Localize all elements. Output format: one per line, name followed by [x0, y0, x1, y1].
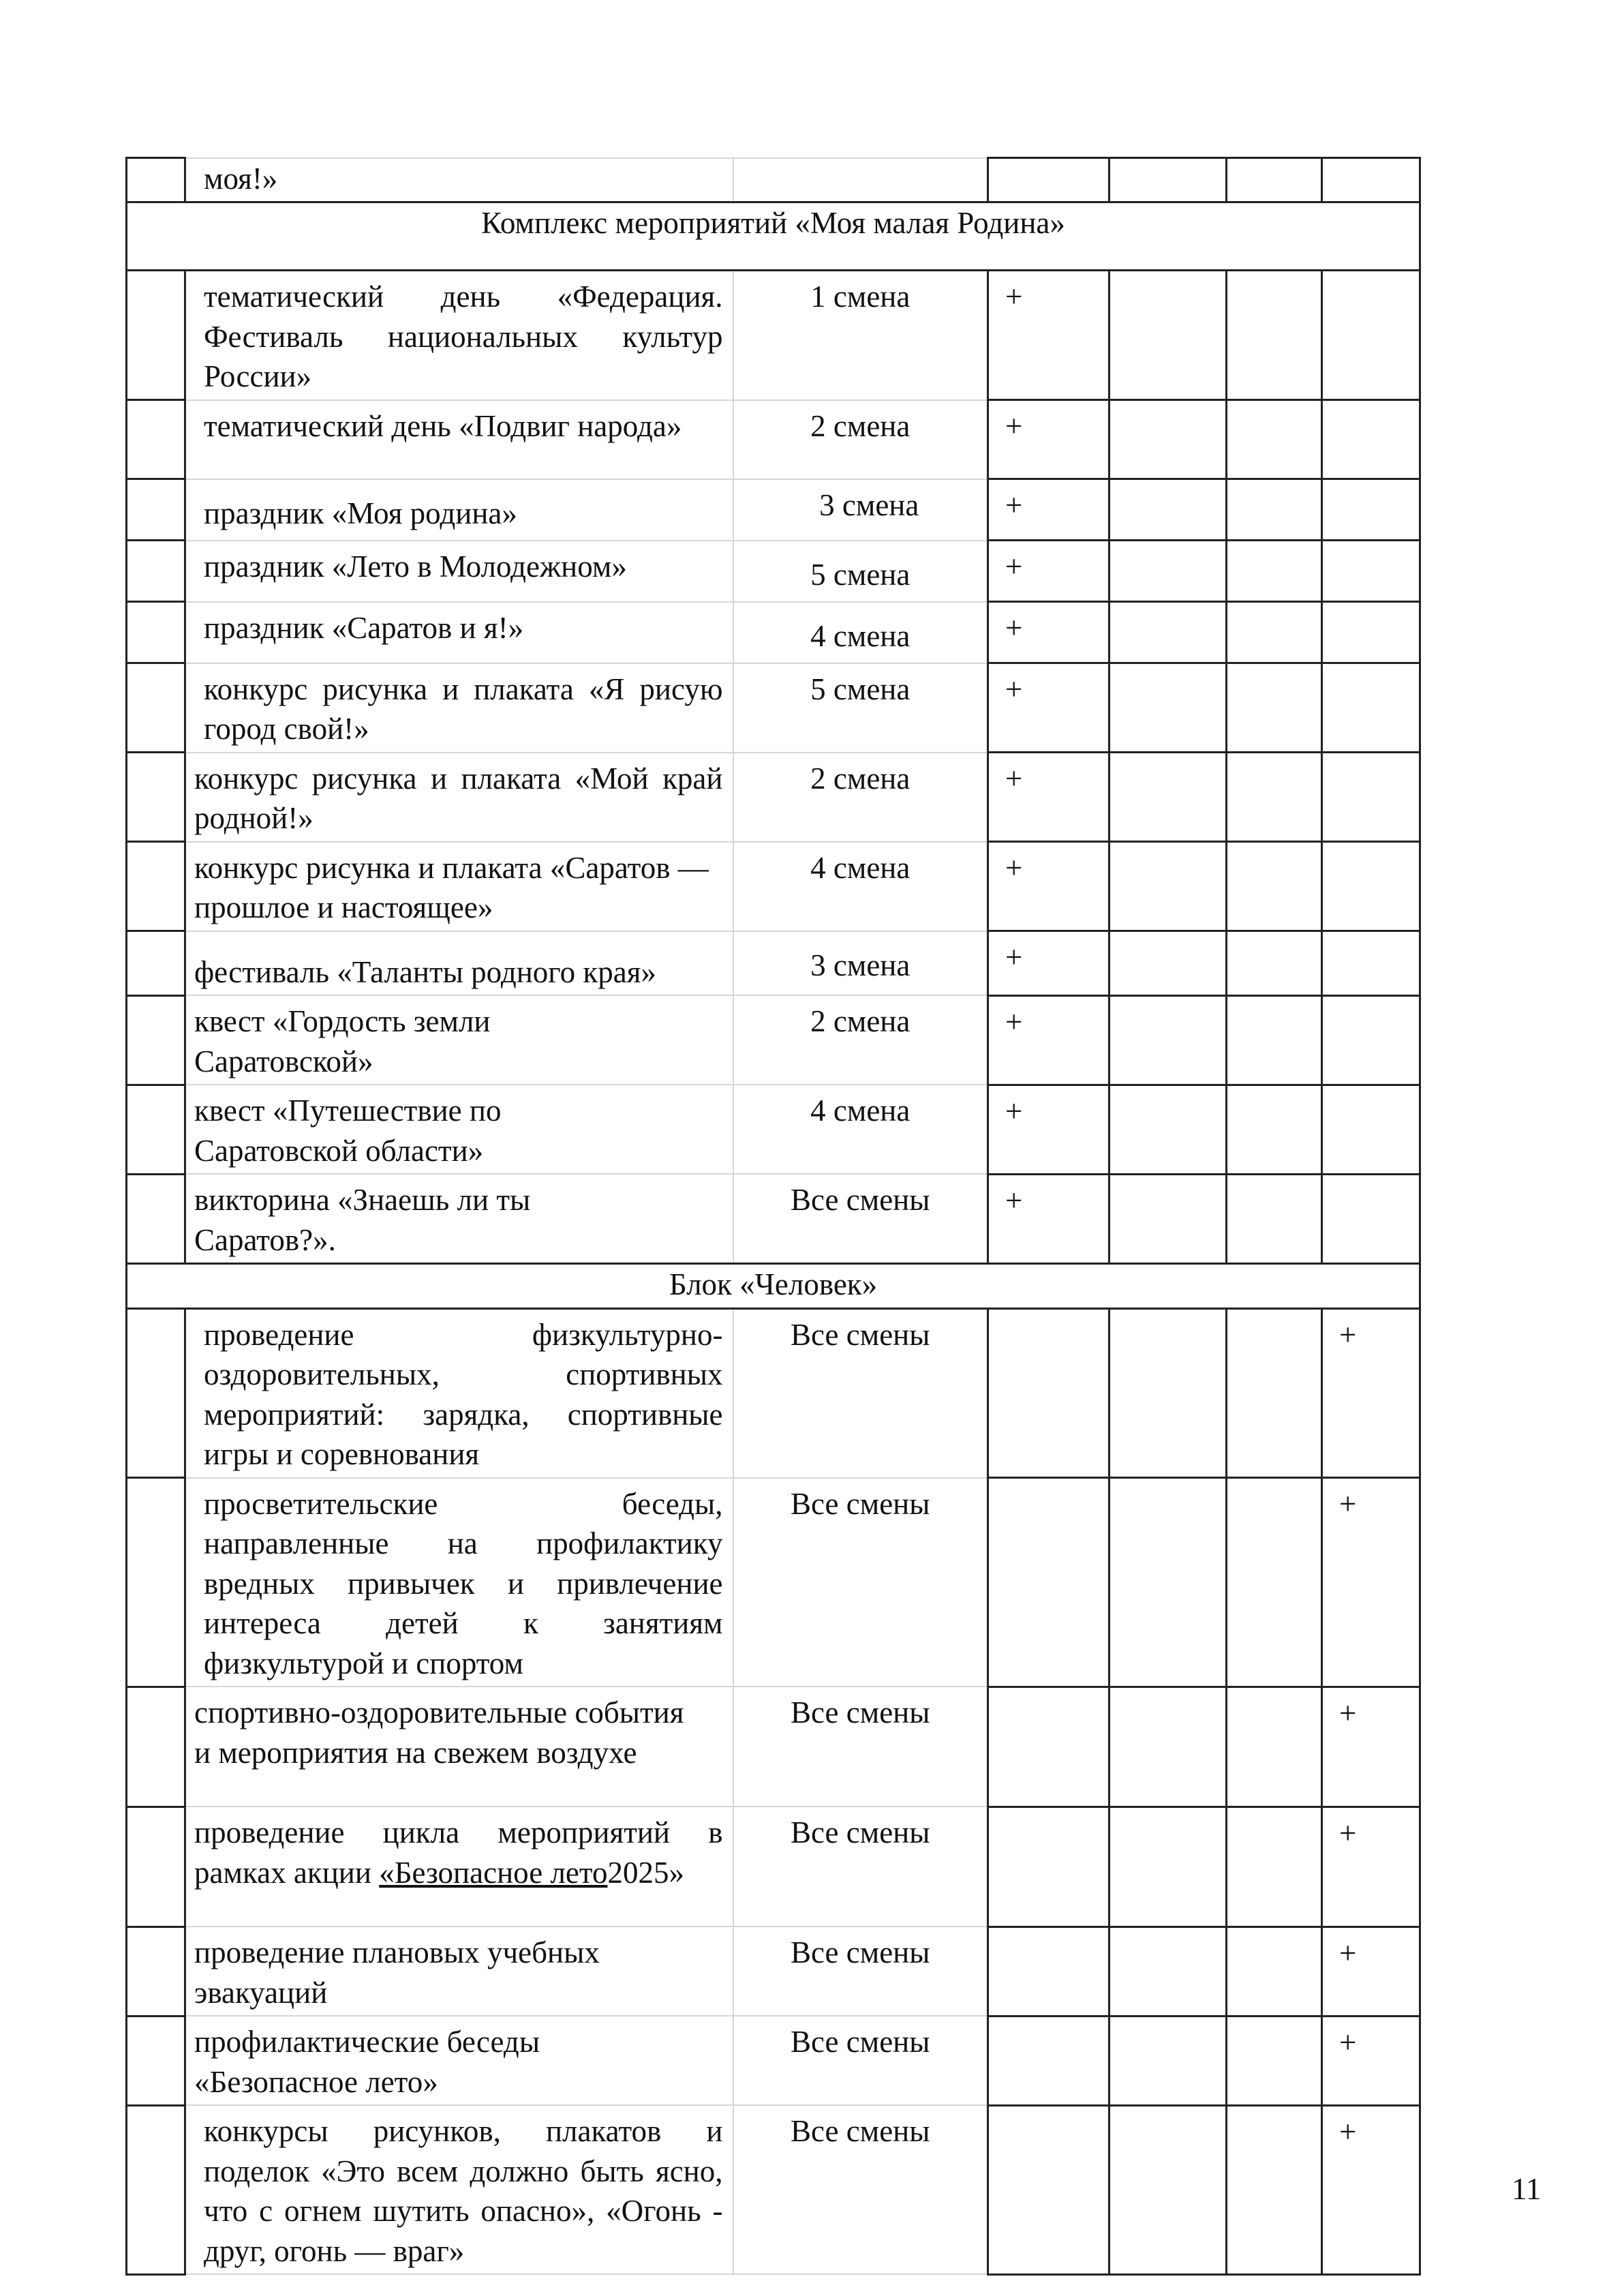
table-row [127, 271, 1420, 400]
number-cell [127, 753, 185, 842]
mark-cell [1227, 1807, 1322, 1927]
term-cell: 4 смена [733, 842, 988, 931]
mark-cell [1227, 2105, 1322, 2274]
events-plan-table [125, 157, 1421, 2276]
mark-cell [988, 1478, 1110, 1687]
term-cell: 2 смена [733, 753, 988, 842]
mark-cell [1110, 2016, 1227, 2105]
mark-cell [988, 1807, 1110, 1927]
event-name-cell: спортивно-оздоровительные события и мероприятия на свежем воздухе [185, 1687, 733, 1807]
term-cell: 2 смена [733, 400, 988, 479]
event-name-cell: праздник «Лето в Молодежном» [185, 541, 733, 602]
term-cell: 3 смена [733, 479, 988, 541]
number-cell [127, 2016, 185, 2105]
mark-cell [1110, 1085, 1227, 1174]
mark-cell [1227, 1308, 1322, 1478]
event-name-cell: праздник «Саратов и я!» [185, 602, 733, 663]
mark-cell [1227, 931, 1322, 996]
mark-cell [1110, 400, 1227, 479]
number-cell [127, 1174, 185, 1264]
mark-cell [1227, 271, 1322, 400]
mark-cell [1110, 158, 1227, 202]
term-cell: 3 смена [733, 931, 988, 996]
mark-cell: + [988, 541, 1110, 602]
mark-cell: + [1322, 1478, 1420, 1687]
event-name-cell: конкурс рисунка и плаката «Мой край родной!» [185, 753, 733, 842]
number-cell [127, 995, 185, 1085]
mark-cell: + [1322, 2016, 1420, 2105]
table-row [127, 1687, 1420, 1807]
section-title: Комплекс мероприятий «Моя малая Родина» [127, 202, 1420, 271]
mark-cell [1110, 2105, 1227, 2274]
term-cell: Все смены [733, 1927, 988, 2016]
mark-cell [1227, 1687, 1322, 1807]
table-row [127, 158, 1420, 202]
table-row [127, 1807, 1420, 1927]
table-row [127, 842, 1420, 931]
mark-cell [1322, 1174, 1420, 1264]
mark-cell [1110, 479, 1227, 541]
mark-cell [1322, 400, 1420, 479]
mark-cell [1322, 995, 1420, 1085]
number-cell [127, 1085, 185, 1174]
mark-cell [1110, 1807, 1227, 1927]
term-cell: Все смены [733, 1807, 988, 1927]
table-row [127, 1927, 1420, 2016]
mark-cell: + [988, 1174, 1110, 1264]
number-cell [127, 400, 185, 479]
mark-cell [1227, 2016, 1322, 2105]
table-row [127, 541, 1420, 602]
mark-cell [1110, 1478, 1227, 1687]
mark-cell [1227, 479, 1322, 541]
table-row [127, 1478, 1420, 1687]
section-header-row [127, 202, 1420, 271]
term-cell: 5 смена [733, 663, 988, 753]
table-row [127, 400, 1420, 479]
event-name-cell: конкурс рисунка и плаката «Саратов — прошлое и настоящее» [185, 842, 733, 931]
event-name-cell: просветительские беседы, направленные на профилактику вредных привычек и привлечение интереса детей к занятиям физкультурой и спортом [185, 1478, 733, 1687]
mark-cell: + [1322, 2105, 1420, 2274]
event-name-cell: квест «Путешествие по Саратовской области» [185, 1085, 733, 1174]
mark-cell [1322, 541, 1420, 602]
mark-cell [1110, 1174, 1227, 1264]
number-cell [127, 931, 185, 996]
number-cell [127, 479, 185, 541]
section-title: Блок «Человек» [127, 1264, 1420, 1309]
event-name-cell: тематический день «Подвиг народа» [185, 400, 733, 479]
mark-cell [1227, 1174, 1322, 1264]
mark-cell [988, 2105, 1110, 2274]
mark-cell [1322, 1085, 1420, 1174]
number-cell [127, 2105, 185, 2274]
term-cell: 4 смена [733, 602, 988, 663]
mark-cell [1227, 842, 1322, 931]
mark-cell [1110, 271, 1227, 400]
mark-cell [1227, 1927, 1322, 2016]
term-cell: Все смены [733, 1687, 988, 1807]
mark-cell: + [988, 995, 1110, 1085]
mark-cell [988, 1927, 1110, 2016]
term-cell [733, 158, 988, 202]
mark-cell: + [988, 931, 1110, 996]
mark-cell [1227, 995, 1322, 1085]
mark-cell: + [1322, 1687, 1420, 1807]
mark-cell: + [988, 663, 1110, 753]
mark-cell [1227, 400, 1322, 479]
term-cell: Все смены [733, 2105, 988, 2274]
event-name-cell: праздник «Моя родина» [185, 479, 733, 541]
mark-cell: + [988, 602, 1110, 663]
mark-cell [1227, 1478, 1322, 1687]
event-name-cell: викторина «Знаешь ли ты Саратов?». [185, 1174, 733, 1264]
table-row [127, 663, 1420, 753]
event-name-cell: проведение плановых учебных эвакуаций [185, 1927, 733, 2016]
event-name-cell: квест «Гордость земли Саратовской» [185, 995, 733, 1085]
term-cell: 5 смена [733, 541, 988, 602]
mark-cell [1110, 663, 1227, 753]
mark-cell [1110, 1927, 1227, 2016]
term-cell: Все смены [733, 1308, 988, 1478]
table-row [127, 931, 1420, 996]
event-name-text: проведение цикла мероприятий в рамках акции [194, 1815, 723, 1890]
number-cell [127, 602, 185, 663]
mark-cell [988, 1308, 1110, 1478]
mark-cell [1110, 602, 1227, 663]
mark-cell [1227, 602, 1322, 663]
event-name-text: 2025» [607, 1855, 684, 1890]
mark-cell [1227, 541, 1322, 602]
term-cell: 1 смена [733, 271, 988, 400]
event-name-cell: проведение физкультурно-оздоровительных, спортивных мероприятий: зарядка, спортивные игры и соревнования [185, 1308, 733, 1478]
mark-cell [1227, 1085, 1322, 1174]
event-name-cell: моя!» [185, 158, 733, 202]
mark-cell [1227, 753, 1322, 842]
mark-cell [1322, 602, 1420, 663]
mark-cell [1110, 995, 1227, 1085]
event-name-cell: фестиваль «Таланты родного края» [185, 931, 733, 996]
mark-cell [988, 1687, 1110, 1807]
event-name-cell [185, 1807, 733, 1927]
page-number: 11 [1512, 2172, 1542, 2206]
mark-cell [1110, 842, 1227, 931]
term-cell: 4 смена [733, 1085, 988, 1174]
table-row [127, 995, 1420, 1085]
mark-cell [1110, 1687, 1227, 1807]
mark-cell: + [1322, 1807, 1420, 1927]
table-row [127, 1174, 1420, 1264]
number-cell [127, 842, 185, 931]
number-cell [127, 1807, 185, 1927]
campaign-link[interactable]: «Безопасное лето [379, 1855, 608, 1890]
number-cell [127, 1478, 185, 1687]
mark-cell [1322, 842, 1420, 931]
mark-cell: + [988, 753, 1110, 842]
mark-cell: + [988, 479, 1110, 541]
term-cell: 2 смена [733, 995, 988, 1085]
mark-cell: + [988, 400, 1110, 479]
section-header-row [127, 1264, 1420, 1309]
mark-cell: + [988, 842, 1110, 931]
table-row [127, 1308, 1420, 1478]
mark-cell: + [988, 1085, 1110, 1174]
number-cell [127, 1687, 185, 1807]
term-cell: Все смены [733, 2016, 988, 2105]
mark-cell [1110, 931, 1227, 996]
event-name-cell: тематический день «Федерация. Фестиваль национальных культур России» [185, 271, 733, 400]
mark-cell [1322, 479, 1420, 541]
number-cell [127, 663, 185, 753]
table-row [127, 2016, 1420, 2105]
mark-cell [988, 2016, 1110, 2105]
event-name-cell: конкурсы рисунков, плакатов и поделок «Это всем должно быть ясно, что с огнем шутить опасно», «Огонь - друг, огонь — враг» [185, 2105, 733, 2274]
number-cell [127, 158, 185, 202]
mark-cell [1227, 663, 1322, 753]
number-cell [127, 1308, 185, 1478]
mark-cell: + [1322, 1308, 1420, 1478]
mark-cell [1322, 158, 1420, 202]
event-name-cell: конкурс рисунка и плаката «Я рисую город свой!» [185, 663, 733, 753]
table-row [127, 2105, 1420, 2274]
table-row [127, 479, 1420, 541]
term-cell: Все смены [733, 1174, 988, 1264]
number-cell [127, 1927, 185, 2016]
mark-cell [1322, 271, 1420, 400]
mark-cell [1322, 663, 1420, 753]
event-name-cell: профилактические беседы «Безопасное лето» [185, 2016, 733, 2105]
number-cell [127, 541, 185, 602]
mark-cell: + [988, 271, 1110, 400]
table-row [127, 753, 1420, 842]
table-row [127, 602, 1420, 663]
term-cell: Все смены [733, 1478, 988, 1687]
number-cell [127, 271, 185, 400]
mark-cell [1110, 541, 1227, 602]
mark-cell [988, 158, 1110, 202]
mark-cell [1110, 753, 1227, 842]
table-row [127, 1085, 1420, 1174]
mark-cell [1110, 1308, 1227, 1478]
mark-cell: + [1322, 1927, 1420, 2016]
mark-cell [1322, 753, 1420, 842]
mark-cell [1322, 931, 1420, 996]
mark-cell [1227, 158, 1322, 202]
